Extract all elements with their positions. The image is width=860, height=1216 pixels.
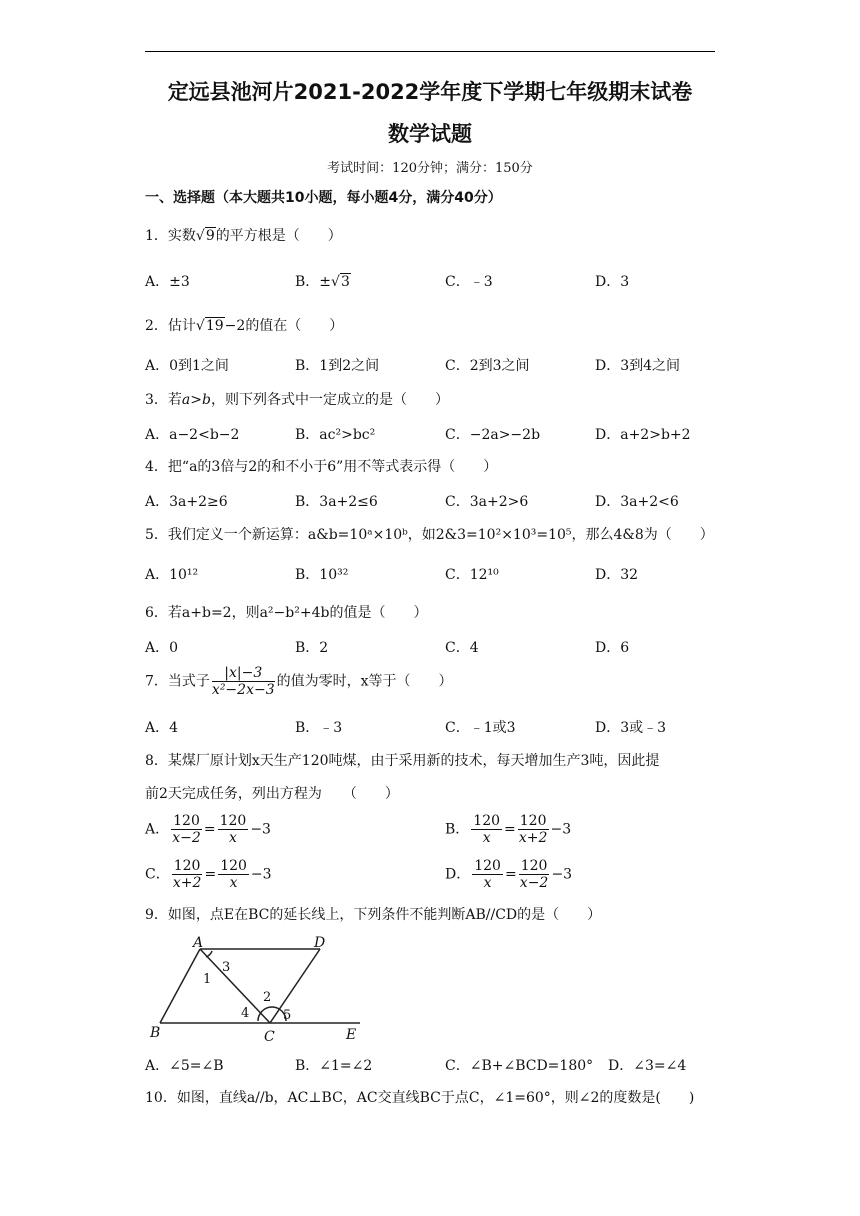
- sqrt-expression: √19−2: [195, 318, 246, 334]
- fig-angle-5: 5: [283, 1008, 292, 1023]
- option-tail: −3: [250, 821, 271, 838]
- header-rule: [145, 51, 715, 52]
- question-4: 4．把“a的3倍与2的和不小于6”用不等式表示得（ ）: [145, 459, 498, 475]
- right-numerator: 120: [520, 858, 548, 874]
- q9-option-b[interactable]: B．∠1=∠2: [295, 1058, 373, 1074]
- q7-denominator: x²−2x−3: [211, 682, 275, 699]
- angle-arc-1: [206, 951, 212, 957]
- q4-option-d[interactable]: D．3a+2<6: [595, 494, 679, 510]
- right-denominator: x+2: [518, 830, 548, 847]
- fig-label-a: A: [193, 935, 204, 951]
- q3-option-c[interactable]: C．−2a>−2b: [445, 427, 541, 443]
- q7-option-a[interactable]: A．4: [145, 720, 179, 736]
- q3-option-b[interactable]: B．ac²>bc²: [295, 427, 376, 443]
- q5-option-d[interactable]: D．32: [595, 567, 639, 583]
- line-dc: [270, 949, 320, 1023]
- q3-option-a[interactable]: A．a−2<b−2: [145, 427, 240, 443]
- q7-numerator: |x|−3: [212, 665, 275, 682]
- question-5: 5．我们定义一个新运算：a&b=10ᵃ×10ᵇ，如2&3=10²×10³=10⁵，那么4&8为（ ）: [145, 527, 714, 543]
- right-denominator: x−2: [519, 875, 549, 892]
- q5-option-a[interactable]: A．10¹²: [145, 567, 199, 583]
- q8-option-d-label: D．: [445, 866, 471, 883]
- left-denominator: x−2: [172, 830, 201, 847]
- q6-option-d[interactable]: D．6: [595, 640, 630, 656]
- right-numerator: 120: [219, 813, 247, 829]
- line-ab: [160, 949, 200, 1023]
- q1-option-c[interactable]: C．﹣3: [445, 274, 493, 290]
- q3-condition: a>b: [181, 392, 211, 408]
- q2-prefix: 2．估计: [145, 318, 196, 334]
- left-numerator: 120: [173, 813, 200, 829]
- q8-option-a-label: A．: [145, 821, 170, 838]
- q3-option-d[interactable]: D．a+2>b+2: [595, 427, 691, 443]
- q1-option-d[interactable]: D．3: [595, 274, 630, 290]
- q7-option-b[interactable]: B．﹣3: [295, 720, 343, 736]
- q2-option-d[interactable]: D．3到4之间: [595, 358, 681, 374]
- right-denominator: x: [229, 875, 238, 892]
- q5-option-c[interactable]: C．12¹⁰: [445, 567, 499, 583]
- left-numerator: 120: [473, 813, 501, 829]
- q8-option-b-label: B．: [445, 821, 470, 838]
- fig-label-d: D: [314, 935, 326, 951]
- q8-option-d[interactable]: D． $\frac{120}{x}$ = $\frac{120}{x-2}$ −3: [445, 858, 573, 892]
- sqrt-symbol: √9: [195, 228, 215, 244]
- parallelogram-figure: [140, 935, 370, 1045]
- q8-option-b[interactable]: B． $\frac{120}{x}$ = $\frac{120}{x+2}$ −3: [445, 813, 572, 847]
- exam-title: 定远县池河片2021-2022学年度下学期七年级期末试卷: [167, 80, 693, 104]
- q4-option-c[interactable]: C．3a+2>6: [445, 494, 529, 510]
- question-7: [145, 665, 453, 698]
- q7-prefix: 7．当式子: [145, 673, 210, 690]
- option-tail: −3: [550, 821, 572, 838]
- q6-option-c[interactable]: C．4: [445, 640, 479, 656]
- q2-option-a[interactable]: A．0到1之间: [145, 358, 229, 374]
- q2-option-b[interactable]: B．1到2之间: [295, 358, 380, 374]
- exam-subtitle: 数学试题: [388, 122, 472, 146]
- question-3: [145, 389, 449, 409]
- fig-label-e: E: [346, 1027, 357, 1043]
- q9-option-d[interactable]: D．∠3=∠4: [608, 1058, 687, 1074]
- fig-angle-2: 2: [263, 990, 272, 1005]
- left-denominator: x: [483, 875, 492, 892]
- option-tail: −3: [551, 866, 573, 883]
- q9-option-a[interactable]: A．∠5=∠B: [145, 1058, 224, 1074]
- exam-info: 考试时间：120分钟；满分：150分: [327, 161, 533, 176]
- q1-prefix: 1．实数: [145, 228, 196, 244]
- left-numerator: 120: [173, 858, 201, 874]
- section-heading: 一、选择题（本大题共10小题，每小题4分，满分40分）: [145, 190, 502, 206]
- q8-option-c[interactable]: C． $\frac{120}{x+2}$ = $\frac{120}{x}$ −3: [145, 858, 272, 892]
- question-9: 9．如图，点E在BC的延长线上，下列条件不能判断AB//CD的是（ ）: [145, 907, 602, 923]
- left-numerator: 120: [474, 858, 501, 874]
- fig-label-b: B: [150, 1025, 161, 1041]
- question-10: 10．如图，直线a//b，AC⊥BC，AC交直线BC于点C，∠1=60°，则∠2的度数是( ): [145, 1090, 695, 1106]
- fig-angle-1: 1: [203, 972, 212, 987]
- fig-angle-3: 3: [222, 960, 231, 975]
- q4-option-b[interactable]: B．3a+2≤6: [295, 494, 378, 510]
- q5-option-b[interactable]: B．10³²: [295, 567, 349, 583]
- q8-option-a[interactable]: A． $\frac{120}{x-2}$ = $\frac{120}{x}$ −3: [145, 813, 271, 847]
- q3-prefix: 3．若: [145, 392, 182, 408]
- question-1: [145, 225, 342, 245]
- q6-option-b[interactable]: B．2: [295, 640, 329, 656]
- right-numerator: 120: [519, 813, 547, 829]
- question-2: [145, 315, 343, 335]
- fig-label-c: C: [264, 1029, 275, 1045]
- q8-option-c-label: C．: [145, 866, 170, 883]
- q1-option-a[interactable]: A．±3: [145, 274, 190, 290]
- q1-option-b-label: B．±: [295, 274, 332, 290]
- left-denominator: x: [482, 830, 491, 847]
- q7-option-c[interactable]: C．﹣1或3: [445, 720, 516, 736]
- q3-suffix: ，则下列各式中一定成立的是（ ）: [210, 392, 449, 408]
- option-tail: −3: [250, 866, 272, 883]
- q6-option-a[interactable]: A．0: [145, 640, 179, 656]
- right-denominator: x: [229, 830, 237, 847]
- question-8-line-1: 8．某煤厂原计划x天生产120吨煤，由于采用新的技术，每天增加生产3吨，因此提: [145, 753, 660, 769]
- q1-suffix: 的平方根是（ ）: [215, 228, 342, 244]
- question-6: 6．若a+b=2，则a²−b²+4b的值是（ ）: [145, 605, 428, 621]
- q2-option-c[interactable]: C．2到3之间: [445, 358, 530, 374]
- fig-angle-4: 4: [241, 1006, 250, 1021]
- q4-option-a[interactable]: A．3a+2≥6: [145, 494, 228, 510]
- q7-suffix: 的值为零时，x等于（ ）: [276, 673, 453, 690]
- q9-option-c[interactable]: C．∠B+∠BCD=180°: [445, 1058, 594, 1074]
- q7-fraction: [212, 665, 275, 698]
- q7-option-d[interactable]: D．3或﹣3: [595, 720, 667, 736]
- question-8-line-2: 前2天完成任务，列出方程为 （ ）: [145, 786, 399, 802]
- left-denominator: x+2: [172, 875, 202, 892]
- right-numerator: 120: [220, 858, 247, 874]
- q2-suffix: 的值在（ ）: [245, 318, 344, 334]
- q1-option-b[interactable]: B．±√3: [295, 274, 350, 290]
